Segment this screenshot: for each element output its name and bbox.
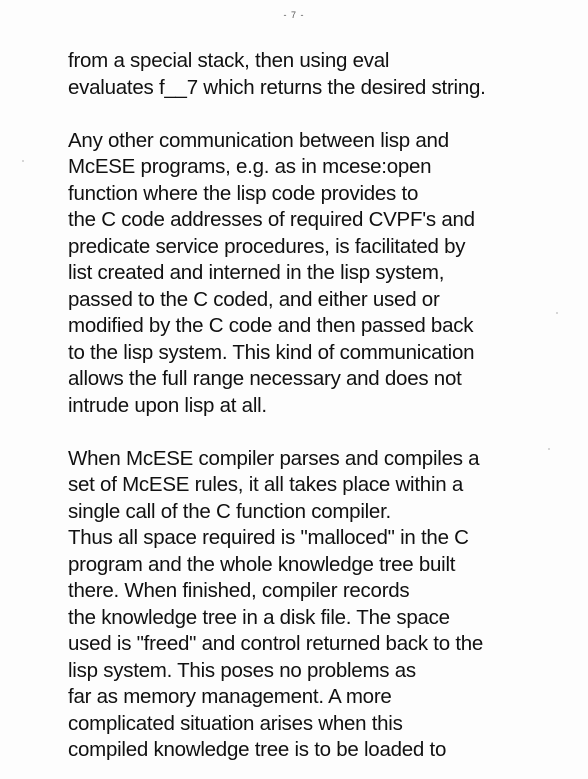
text-line: compiled knowledge tree is to be loaded to	[68, 738, 447, 761]
body-text	[68, 48, 568, 764]
text-line: lisp system. This poses no problems as	[68, 658, 416, 682]
text-line: intrude upon lisp at all.	[68, 393, 267, 417]
text-line: far as memory management. A more	[68, 685, 392, 708]
text-line: complicated situation arises when this	[68, 711, 403, 735]
page-number: - 7 -	[283, 10, 305, 20]
text-line: Thus all space required is "malloced" in the C	[68, 526, 469, 549]
text-line: modified by the C code and then passed back	[68, 314, 474, 337]
paragraph-1	[68, 48, 568, 101]
text-line: function where the lisp code provides to	[68, 181, 419, 205]
text-line: passed to the C coded, and either used or	[68, 287, 440, 311]
text-line: used is "freed" and control returned back to the	[68, 632, 484, 655]
text-line: list created and interned in the lisp system,	[68, 261, 445, 284]
text-line: program and the whole knowledge tree built	[68, 552, 456, 576]
scan-speck	[548, 448, 550, 450]
text-line: there. When finished, compiler records	[68, 579, 410, 602]
text-line: the C code addresses of required CVPF's and	[68, 208, 475, 231]
text-line: McESE programs, e.g. as in mcese:open	[68, 155, 432, 178]
text-line: the knowledge tree in a disk file. The space	[68, 605, 450, 629]
text-line: from a special stack, then using eval	[68, 49, 390, 72]
text-line: Any other communication between lisp and	[68, 128, 449, 152]
scan-speck	[22, 160, 24, 162]
paragraph-2	[68, 128, 568, 420]
text-line: evaluates f__7 which returns the desired string.	[68, 75, 486, 99]
text-line: When McESE compiler parses and compiles a	[68, 446, 480, 470]
text-line: predicate service procedures, is facilitated by	[68, 234, 466, 258]
text-line: set of McESE rules, it all takes place within a	[68, 473, 464, 496]
scan-speck	[556, 312, 558, 314]
text-line: to the lisp system. This kind of communication	[68, 340, 475, 364]
text-line: single call of the C function compiler.	[68, 499, 391, 523]
paragraph-3	[68, 446, 568, 764]
text-line: allows the full range necessary and does not	[68, 367, 462, 390]
